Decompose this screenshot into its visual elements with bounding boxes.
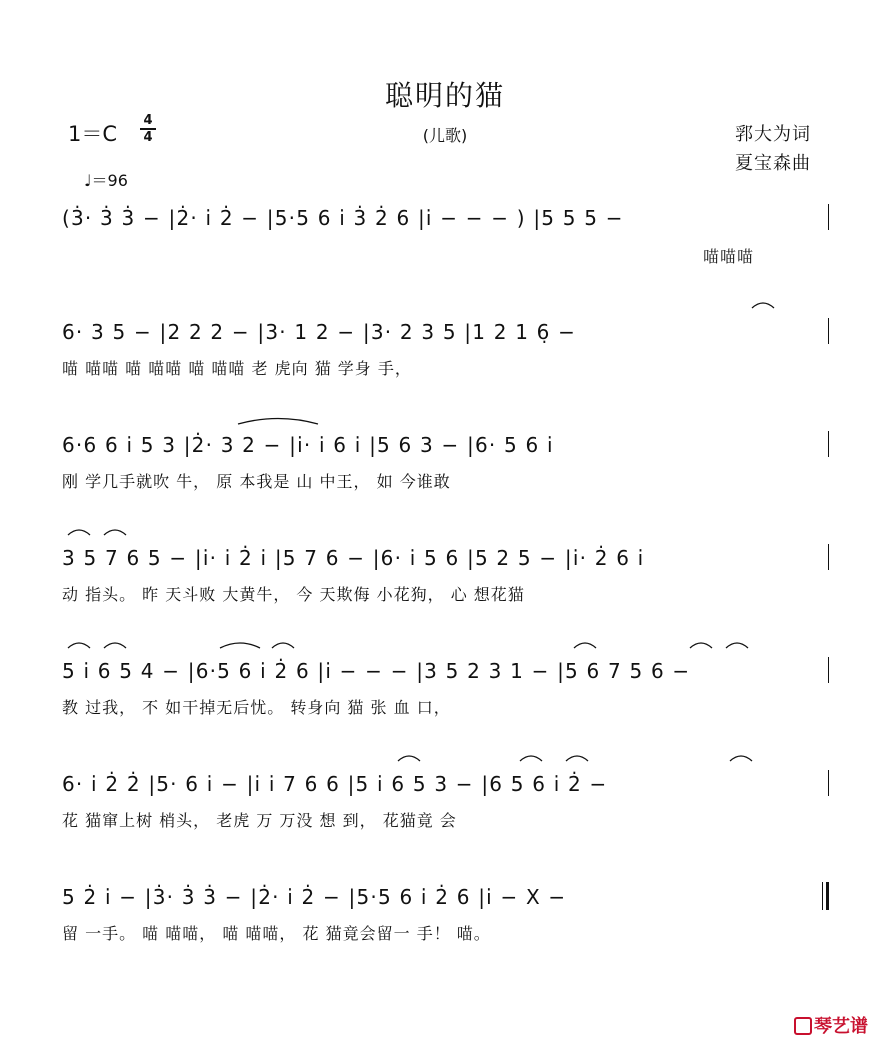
slur <box>68 643 90 648</box>
slur <box>68 530 90 535</box>
system-6-lyrics: 花 猫窜上树 梢头， 老虎 万 万没 想 到， 花猫竟 会 <box>62 811 457 830</box>
slur <box>104 643 126 648</box>
slur <box>730 756 752 761</box>
system-5-lyrics: 教 过我， 不 如干掉无后忧。 转身向 猫 张 血 口， <box>62 698 451 717</box>
system-3-lyrics: 刚 学几手就吹 牛， 原 本我是 山 中王， 如 今谁敢 <box>62 472 451 491</box>
key-signature: 1＝C <box>68 122 118 146</box>
slur <box>726 643 748 648</box>
slur <box>220 643 260 648</box>
system-5-notes: 5 i̇ 6 5 4 − |6·5 6 i̇ 2̇ 6 |i̇ − − − |3 5 2 3 1 − |5 6 7 5 6 − <box>62 659 691 683</box>
time-signature-top: 4 <box>143 113 153 128</box>
slur <box>104 530 126 535</box>
slur <box>574 643 596 648</box>
song-title: 聪明的猫 <box>384 79 505 112</box>
slur <box>690 643 712 648</box>
system-1-notes: (3̇· 3̇ 3̇ − |2̇· i̇ 2̇ − |5·5 6 i̇ 3̇ 2̇ 6 |i̇ − − − ) |5 5 5 − <box>62 206 624 230</box>
system-7-notes: 5 2̇ i̇ − |3̇· 3̇ 3̇ − |2̇· i̇ 2̇ − |5·5 6 i̇ 2̇ 6 |i̇ − X − <box>62 885 567 909</box>
system-2-lyrics: 喵 喵喵 喵 喵喵 喵 喵喵 老 虎向 猫 学身 手， <box>62 359 412 378</box>
slur <box>566 756 588 761</box>
slur <box>272 643 294 648</box>
system-2-notes: 6· 3 5 − |2 2 2 − |3· 1 2 − |3· 2 3 5 |1 2 1 6̣ − <box>62 320 577 344</box>
tempo-marking: ♩＝96 <box>84 171 128 190</box>
system-4-lyrics: 动 指头。 昨 天斗败 大黄牛， 今 天欺侮 小花狗， 心 想花猫 <box>62 585 525 604</box>
time-signature-bottom: 4 <box>143 130 153 145</box>
system-3-notes: 6·6 6 i̇ 5 3 |2̇· 3 2 − |i̇· i̇ 6 i̇ |5 6 3 − |6· 5 6 i̇ <box>62 433 554 457</box>
system-4-notes: 3 5 7 6 5 − |i̇· i̇ 2̇ i̇ |5 7 6 − |6· i̇ 5 6 |5 2 5 − |i̇· 2̇ 6 i̇ <box>62 546 645 570</box>
logo-icon <box>794 1017 812 1035</box>
system-6-notes: 6· i̇ 2̇ 2̇ |5· 6 i̇ − |i̇ i̇ 7 6 6 |5 i̇ 6 5 3 − |6 5 6 i̇ 2̇ − <box>62 772 608 796</box>
slur <box>520 756 542 761</box>
composer: 夏宝森曲 <box>735 153 811 174</box>
watermark-logo <box>794 1012 868 1038</box>
genre-label: (儿歌) <box>422 126 468 145</box>
system-7-lyrics: 留 一手。 喵 喵喵， 喵 喵喵， 花 猫竟会留一 手！ 喵。 <box>62 924 491 943</box>
system-1-lyrics: 喵喵喵 <box>703 247 755 266</box>
slur <box>752 303 774 308</box>
tie <box>238 419 318 425</box>
watermark-text: 琴艺谱 <box>814 1016 868 1037</box>
slur <box>398 756 420 761</box>
lyricist: 郛大为词 <box>735 124 811 145</box>
